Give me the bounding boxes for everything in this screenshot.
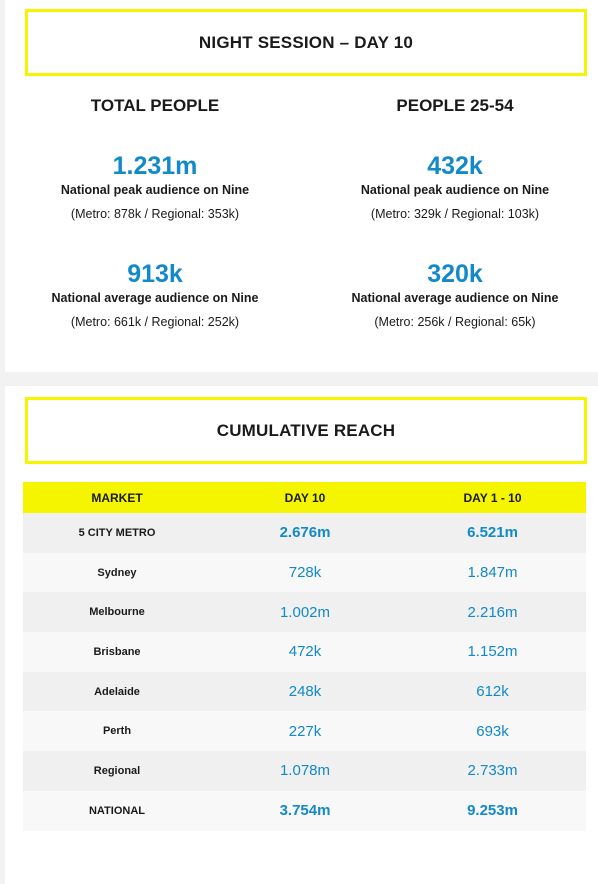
day-1-10-cell: 6.521m — [399, 513, 586, 553]
people-25-54-heading: PEOPLE 25-54 — [396, 96, 514, 115]
cumulative-reach-panel — [5, 386, 598, 884]
stat-breakdown: (Metro: 256k / Regional: 65k) — [374, 315, 536, 329]
stat-breakdown: (Metro: 661k / Regional: 252k) — [70, 315, 240, 329]
table-row — [23, 553, 586, 593]
session-title-box — [25, 9, 587, 76]
reach-title-box — [25, 397, 587, 464]
day-10-cell: 3.754m — [211, 791, 399, 831]
table-row — [23, 672, 586, 712]
day-10-cell: 472k — [211, 632, 399, 672]
reach-title: CUMULATIVE REACH — [216, 420, 396, 440]
day-10-cell: 227k — [211, 711, 399, 751]
day-1-10-cell: 1.847m — [399, 553, 586, 593]
market-cell: Brisbane — [23, 632, 211, 672]
stat-label: National average audience on Nine — [351, 291, 559, 305]
total-people-heading: TOTAL PEOPLE — [90, 96, 220, 115]
column-header-day-10: DAY 10 — [211, 482, 399, 513]
column-header-day-1-10: DAY 1 - 10 — [399, 482, 586, 513]
day-1-10-cell: 2.216m — [399, 592, 586, 632]
market-cell: Sydney — [23, 553, 211, 593]
stat-value: 913k — [127, 260, 183, 288]
market-cell: Regional — [23, 751, 211, 791]
day-1-10-cell: 9.253m — [399, 791, 586, 831]
table-row — [23, 513, 586, 553]
total-people-peak — [5, 152, 305, 222]
reach-table-header — [23, 482, 586, 513]
market-cell: NATIONAL — [23, 791, 211, 831]
audience-summary-panel — [5, 0, 598, 372]
day-1-10-cell: 612k — [399, 672, 586, 712]
column-header-market: MARKET — [23, 482, 211, 513]
table-row — [23, 791, 586, 831]
market-cell: Perth — [23, 711, 211, 751]
stat-label: National average audience on Nine — [51, 291, 259, 305]
people-25-54-average — [305, 260, 598, 330]
stat-label: National peak audience on Nine — [60, 183, 250, 197]
day-10-cell: 728k — [211, 553, 399, 593]
reach-table — [23, 482, 586, 831]
day-10-cell: 2.676m — [211, 513, 399, 553]
table-row — [23, 711, 586, 751]
stat-label: National peak audience on Nine — [360, 183, 550, 197]
session-title: NIGHT SESSION – DAY 10 — [198, 32, 414, 52]
market-cell: 5 CITY METRO — [23, 513, 211, 553]
day-1-10-cell: 693k — [399, 711, 586, 751]
table-row — [23, 632, 586, 672]
total-people-average — [5, 260, 305, 330]
stat-value: 320k — [427, 260, 483, 288]
day-10-cell: 1.078m — [211, 751, 399, 791]
stat-value: 432k — [427, 152, 483, 180]
table-row — [23, 751, 586, 791]
day-10-cell: 248k — [211, 672, 399, 712]
day-1-10-cell: 2.733m — [399, 751, 586, 791]
market-cell: Melbourne — [23, 592, 211, 632]
table-row — [23, 592, 586, 632]
stat-breakdown: (Metro: 878k / Regional: 353k) — [70, 207, 240, 221]
market-cell: Adelaide — [23, 672, 211, 712]
day-1-10-cell: 1.152m — [399, 632, 586, 672]
people-25-54-peak — [305, 152, 598, 222]
stat-breakdown: (Metro: 329k / Regional: 103k) — [370, 207, 540, 221]
day-10-cell: 1.002m — [211, 592, 399, 632]
stat-value: 1.231m — [112, 152, 198, 180]
